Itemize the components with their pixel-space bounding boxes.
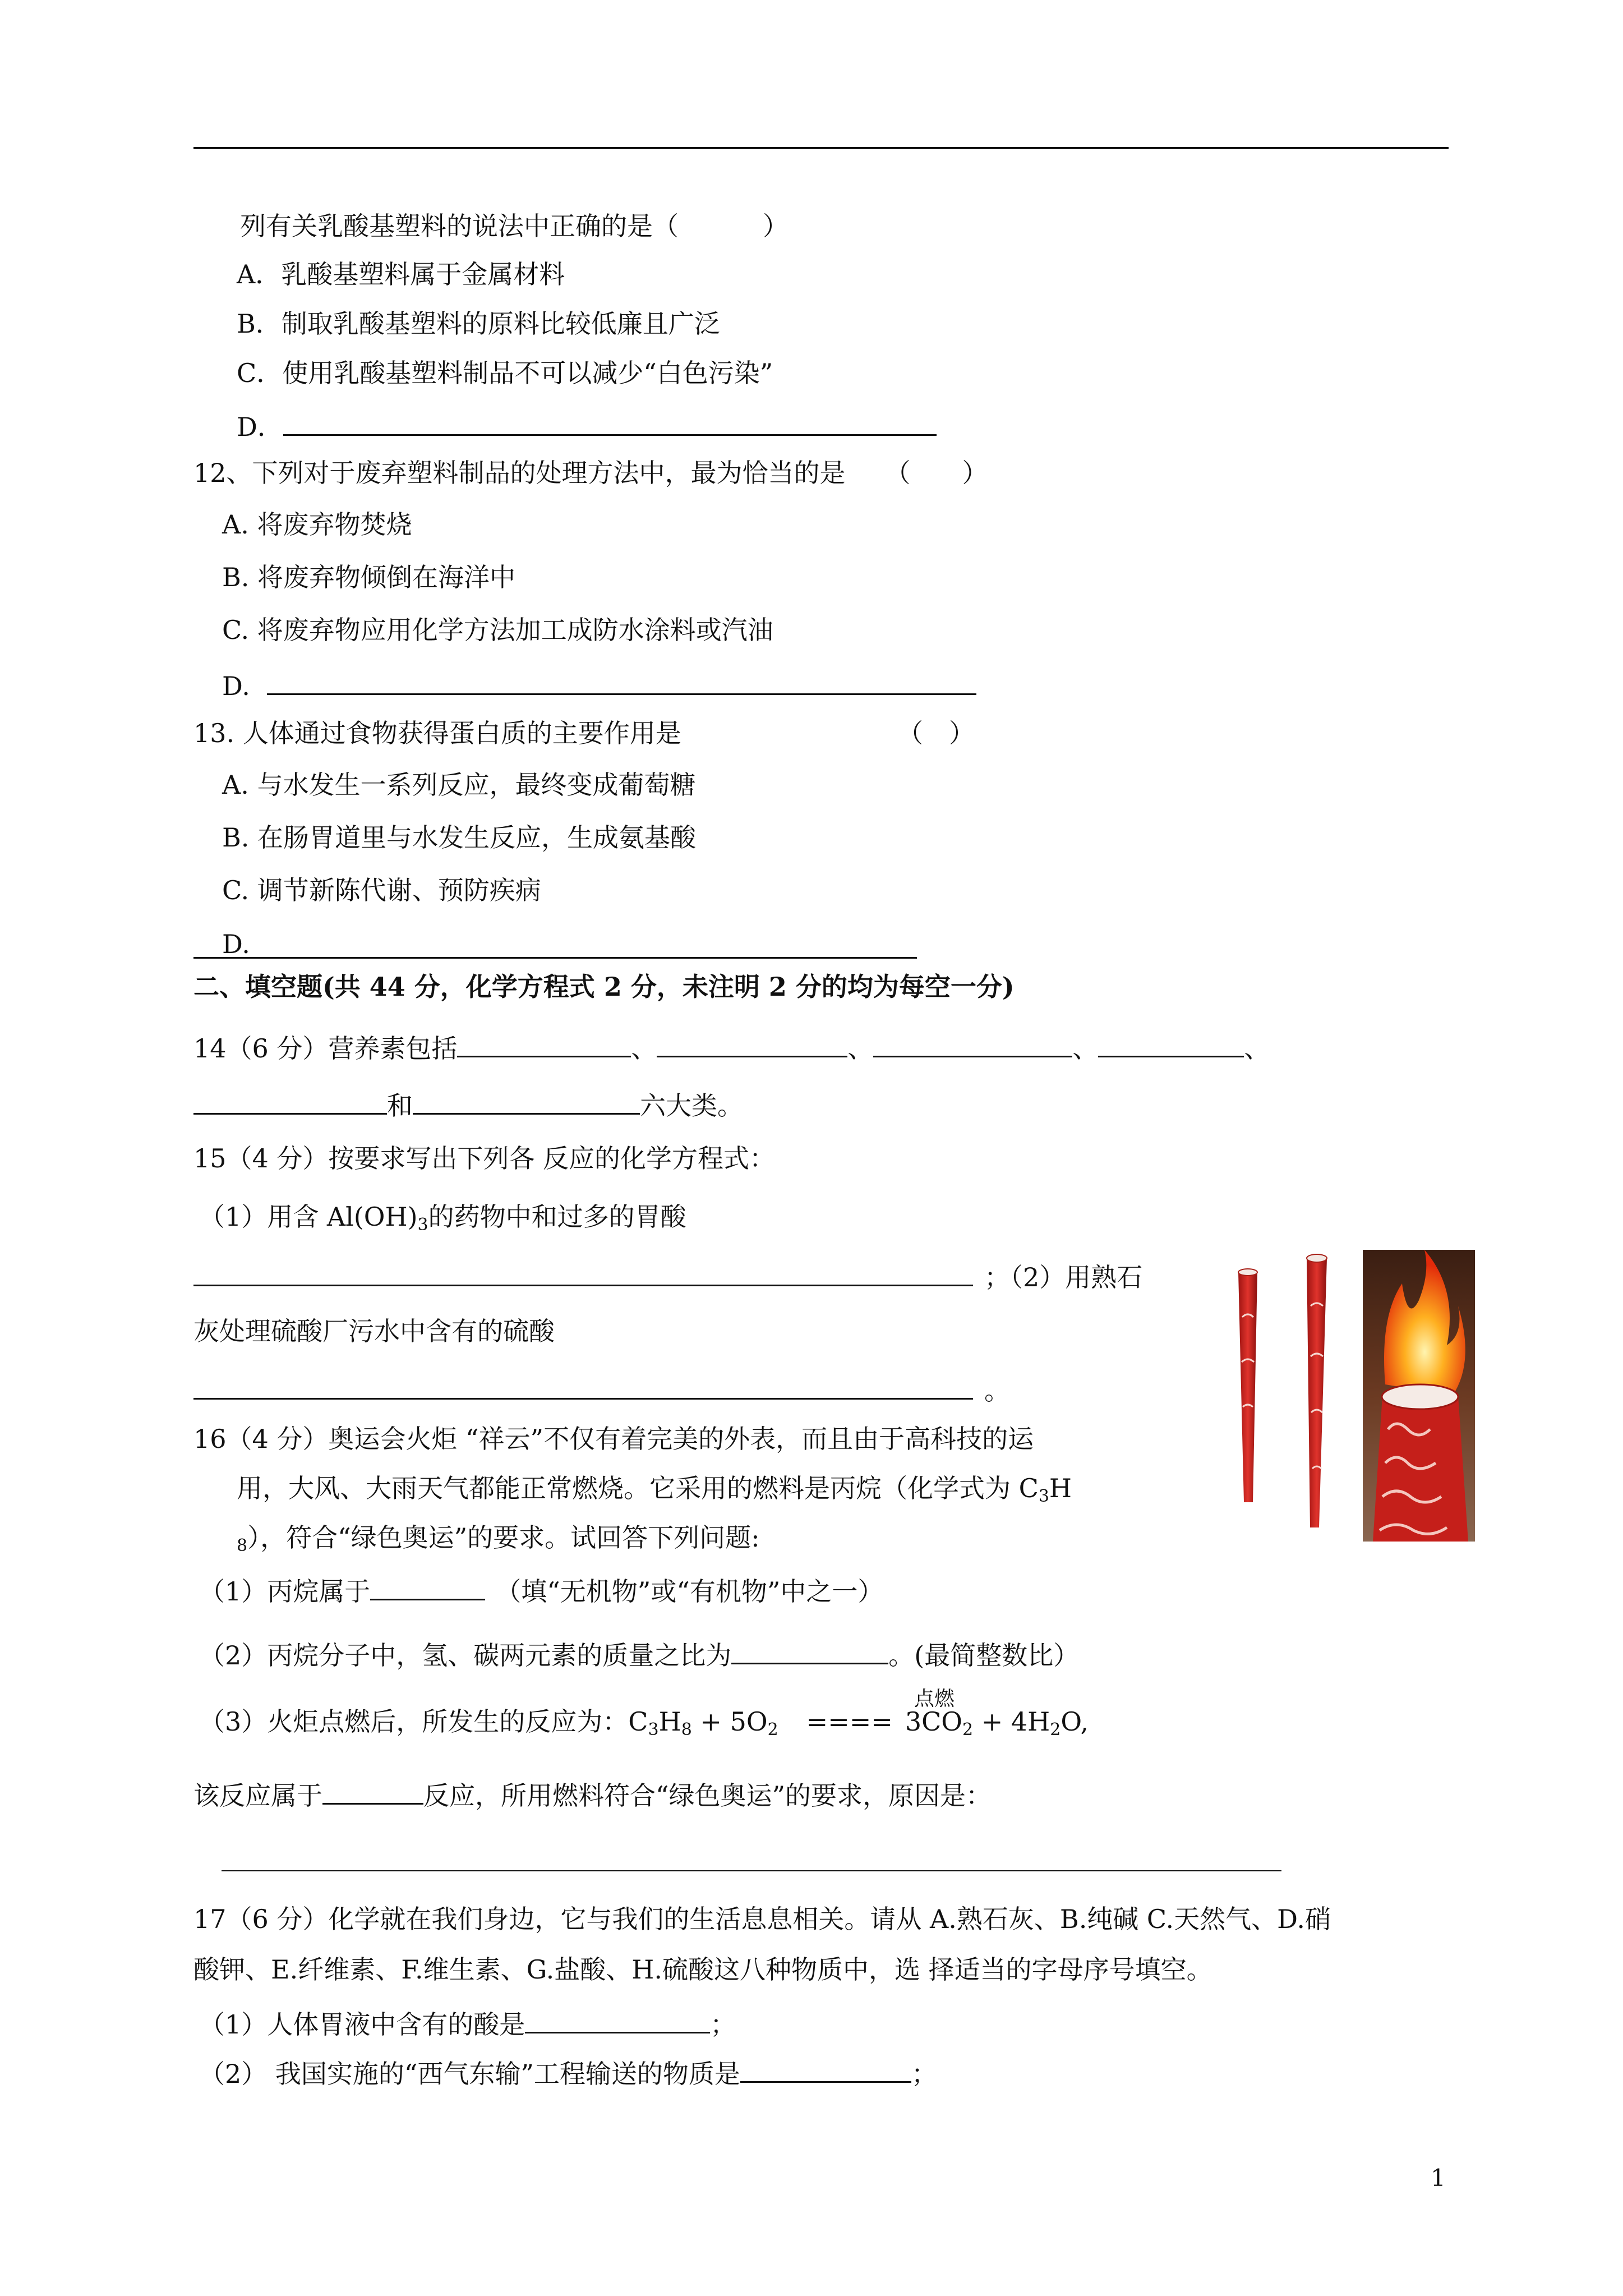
reaction-equation: $C_3H_8 + 5O_2$ ==== $3CO_2 + 4H_2O$, [628, 1706, 1089, 1740]
q12-option-a: A. 将废弃物焚烧 [222, 509, 412, 540]
q11-option-c: C．使用乳酸基塑料制品不可以减少“白色污染” [237, 358, 773, 388]
q17-part1: （1）人体胃液中含有的酸是 ； [199, 2007, 736, 2037]
q14-blank-3[interactable] [873, 1031, 1072, 1057]
q16-reason-blank[interactable] [222, 1851, 1281, 1871]
q14-blank-4[interactable] [1098, 1031, 1244, 1057]
q15-part1: （1）用含 $Al(OH)_3$的药物中和过多的胃酸 [199, 1202, 686, 1235]
q12-answer-blank[interactable] [267, 669, 976, 695]
q12-option-c: C. 将废弃物应用化学方法加工成防水涂料或汽油 [222, 615, 773, 645]
q13-answer-blank[interactable] [193, 935, 917, 959]
q16-blank-1[interactable] [370, 1574, 485, 1600]
q15-answer-blank-1[interactable] [193, 1260, 973, 1286]
q17-part2: （2） 我国实施的“西气东输”工程输送的物质是 ； [199, 2056, 937, 2087]
q14-blank-5[interactable] [193, 1088, 387, 1115]
q16-part1: （1）丙烷属于 （填“无机物”或“有机物”中之一） [199, 1574, 883, 1604]
q14-line1: 14（6 分）营养素包括 、 、 、 、 [193, 1031, 1270, 1061]
torch-flame-closeup-icon [1363, 1250, 1475, 1542]
q12-stem: 12、下列对于废弃塑料制品的处理方法中，最为恰当的是 （ ） [193, 458, 988, 488]
section-2-heading: 二、填空题(共 44 分，化学方程式 2 分，未注明 2 分的均为每空一分) [193, 972, 1015, 1002]
q16-line2: 用，大风、大雨天气都能正常燃烧。它采用的燃料是丙烷（化学式为 $C_3H$ [237, 1473, 1072, 1506]
q12-option-b: B. 将废弃物倾倒在海洋中 [222, 562, 516, 592]
olympic-torch-image [1195, 1250, 1475, 1542]
q15-stem: 15（4 分）按要求写出下列各 反应的化学方程式： [193, 1143, 776, 1174]
q15-answer-blank-2[interactable] [193, 1373, 973, 1400]
q17-blank-2[interactable] [740, 2056, 911, 2083]
q11-option-a: A．乳酸基塑料属于金属材料 [237, 259, 565, 289]
q16-part3: （3）火炬点燃后，所发生的反应为：$C_3H_8 + 5O_2$ ==== $3CO_2 + 4H_2O$, [199, 1706, 1089, 1740]
q13-paren: （ ） [897, 718, 975, 748]
q17-line1: 17（6 分）化学就在我们身边，它与我们的生活息息相关。请从 A.熟石灰、B.纯碱 C.天然气、D.硝 [193, 1904, 1331, 1934]
q17-line2: 酸钾、E.纤维素、F.维生素、G.盐酸、H.硫酸这八种物质中，选 择适当的字母序号填空。 [193, 1954, 1212, 1985]
header-rule [193, 147, 1449, 149]
reaction-condition: 点燃 [914, 1687, 955, 1710]
q16-line3: $_8$），符合“绿色奥运”的要求。试回答下列问题: [237, 1522, 760, 1556]
q13-option-d: D. [222, 929, 250, 959]
q16-line1: 16（4 分）奥运会火炬 “祥云”不仅有着完美的外表，而且由于高科技的运 [193, 1424, 1034, 1454]
q15-part1-answer-line: ；（2）用熟石 [193, 1260, 1142, 1290]
q16-part2: （2）丙烷分子中，氢、碳两元素的质量之比为 。(最简整数比） [199, 1638, 1079, 1668]
q17-blank-1[interactable] [525, 2007, 710, 2033]
q11-stem: 列有关乳酸基塑料的说法中正确的是（ ） [240, 211, 789, 241]
q13-option-b: B. 在肠胃道里与水发生反应，生成氨基酸 [222, 822, 697, 853]
q11-answer-blank[interactable] [283, 409, 937, 436]
q16-part4: 该反应属于 反应，所用燃料符合“绿色奥运”的要求，原因是： [193, 1778, 992, 1809]
q14-blank-2[interactable] [657, 1031, 847, 1057]
q13-option-c: C. 调节新陈代谢、预防疾病 [222, 875, 541, 905]
q14-blank-6[interactable] [413, 1088, 640, 1115]
q16-blank-3[interactable] [322, 1778, 423, 1805]
page-number: 1 [1431, 2164, 1446, 2192]
q13-stem: 13. 人体通过食物获得蛋白质的主要作用是 [193, 718, 681, 748]
q11-option-b: B．制取乳酸基塑料的原料比较低廉且广泛 [237, 309, 720, 339]
q15-part2: 灰处理硫酸厂污水中含有的硫酸 [193, 1316, 555, 1346]
q13-option-a: A. 与水发生一系列反应，最终变成葡萄糖 [222, 770, 696, 800]
q14-line2: 和 六大类。 [193, 1088, 743, 1119]
q15-part2-answer-line: 。 [193, 1373, 1010, 1404]
q14-blank-1[interactable] [457, 1031, 631, 1057]
q16-blank-2[interactable] [731, 1638, 888, 1664]
q12-option-d: D. [222, 669, 976, 699]
q11-option-d: D． [237, 409, 937, 440]
